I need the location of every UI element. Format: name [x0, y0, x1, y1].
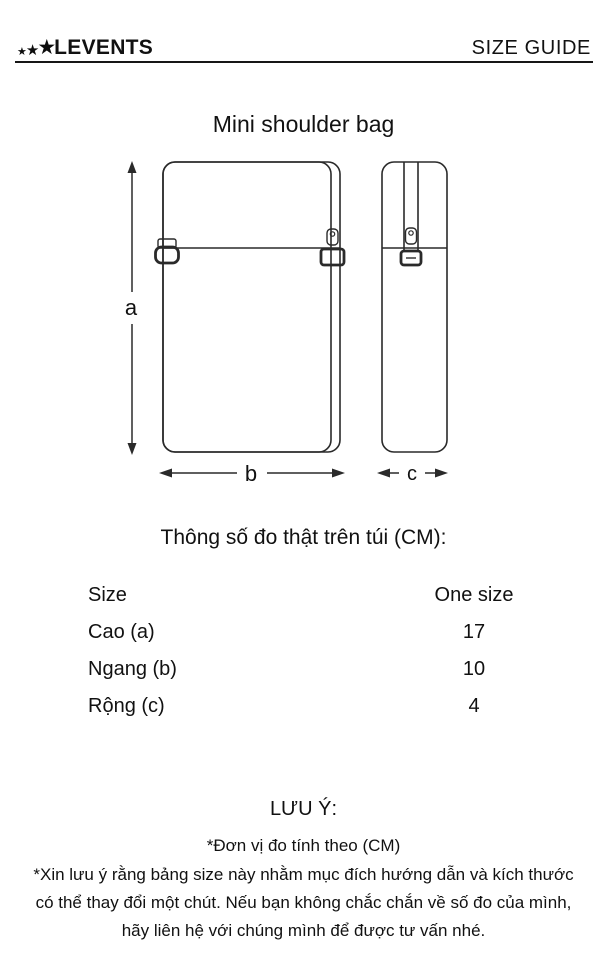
- star-icon: ★: [37, 36, 57, 59]
- measurements-heading: Thông số đo thật trên túi (CM):: [160, 526, 447, 549]
- column-header-one-size: One size: [434, 584, 514, 606]
- header-divider: [15, 61, 593, 63]
- bag-dimension-diagram: [0, 155, 607, 500]
- size-table: [88, 577, 534, 725]
- row-value: 17: [462, 621, 486, 643]
- star-icon: ★: [17, 46, 27, 58]
- brand-logo: [17, 37, 153, 58]
- dimension-label-c: c: [407, 463, 417, 485]
- row-label: Ngang (b): [88, 658, 177, 680]
- product-title: Mini shoulder bag: [212, 111, 395, 137]
- table-row: [88, 651, 534, 688]
- row-value: 4: [468, 695, 480, 717]
- bag-side-view: [382, 162, 447, 452]
- page-title: SIZE GUIDE: [471, 37, 591, 59]
- row-label: Cao (a): [88, 621, 155, 643]
- brand-name: LEVENTS: [54, 36, 154, 59]
- dimension-label-b: b: [244, 461, 258, 486]
- note-unit: *Đơn vị đo tính theo (CM): [206, 836, 401, 855]
- row-value: 10: [462, 658, 486, 680]
- dimension-label-a: a: [124, 295, 138, 320]
- column-header-size: Size: [88, 584, 127, 606]
- table-row: [88, 688, 534, 725]
- header: [17, 28, 591, 58]
- row-label: Rộng (c): [88, 695, 165, 717]
- notes-heading: LƯU Ý:: [269, 798, 338, 820]
- strap-tab-icon: [156, 239, 179, 263]
- table-row: [88, 614, 534, 651]
- note-disclaimer: *Xin lưu ý rằng bảng size này nhằm mục đích hướng dẫn và kích thước có thể thay đổi một chút. Nếu bạn không chắc chắn về số đo của mình, hãy liên hệ với chúng mình để được tư vấn nhé.: [33, 865, 574, 940]
- bag-front-view: [156, 162, 345, 452]
- table-header-row: [88, 577, 534, 614]
- star-icon: ★: [25, 42, 40, 59]
